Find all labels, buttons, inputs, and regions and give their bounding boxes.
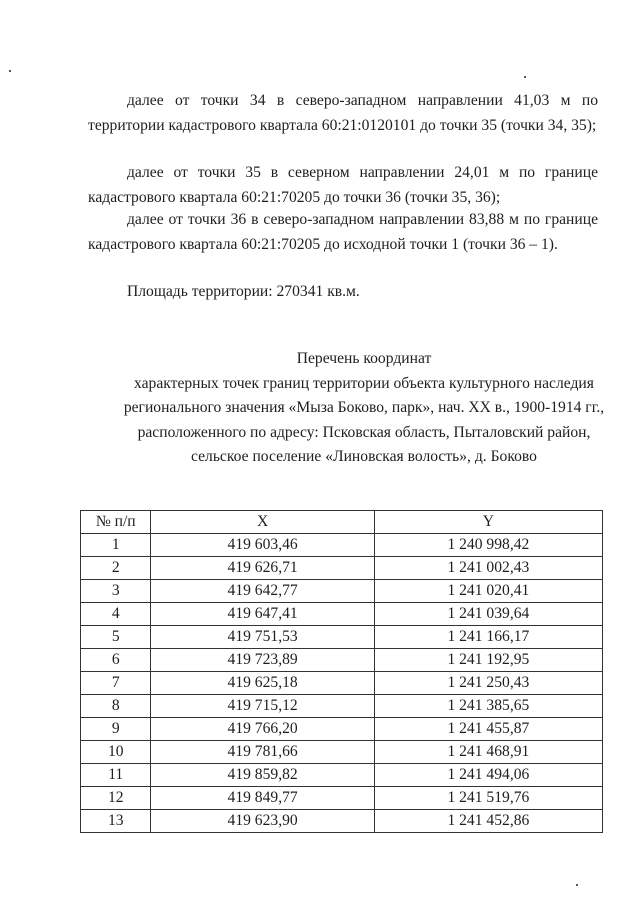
cell-y: 1 241 385,65 — [374, 695, 602, 718]
heading-line-2: характерных точек границ территории объекта культурного наследия — [134, 374, 594, 392]
table-row — [81, 534, 603, 557]
column-header-y: Y — [374, 511, 602, 534]
cell-y: 1 241 468,91 — [374, 741, 602, 764]
cell-x: 419 626,71 — [151, 557, 374, 580]
table-row — [81, 741, 603, 764]
cell-y: 1 241 002,43 — [374, 557, 602, 580]
coordinates-heading — [60, 347, 640, 470]
cell-number: 2 — [81, 557, 151, 580]
cell-number: 1 — [81, 534, 151, 557]
cell-x: 419 625,18 — [151, 672, 374, 695]
table-row — [81, 672, 603, 695]
cell-y: 1 241 452,86 — [374, 810, 602, 833]
scan-speck — [524, 76, 526, 78]
cell-x: 419 859,82 — [151, 764, 374, 787]
table-row — [81, 580, 603, 603]
cell-x: 419 623,90 — [151, 810, 374, 833]
column-header-x: X — [151, 511, 374, 534]
cell-number: 3 — [81, 580, 151, 603]
paragraph-area: Площадь территории: 270341 кв.м. — [127, 283, 360, 300]
cell-x: 419 603,46 — [151, 534, 374, 557]
table-row — [81, 695, 603, 718]
cell-x: 419 849,77 — [151, 787, 374, 810]
table-row — [81, 764, 603, 787]
cell-x: 419 751,53 — [151, 626, 374, 649]
cell-y: 1 241 166,17 — [374, 626, 602, 649]
scan-speck — [576, 884, 578, 886]
table-row — [81, 649, 603, 672]
table-row — [81, 557, 603, 580]
table-row — [81, 810, 603, 833]
cell-x: 419 715,12 — [151, 695, 374, 718]
cell-y: 1 241 494,06 — [374, 764, 602, 787]
column-header-number: № п/п — [81, 511, 151, 534]
cell-y: 1 241 455,87 — [374, 718, 602, 741]
scan-speck — [9, 70, 11, 72]
cell-number: 12 — [81, 787, 151, 810]
table-row — [81, 626, 603, 649]
paragraph-point-35: далее от точки 35 в северном направлении 24,01 м по границе кадастрового квартала 60:21:70205 до точки 36 (точки 35, 36); — [88, 164, 598, 206]
cell-y: 1 241 250,43 — [374, 672, 602, 695]
cell-number: 8 — [81, 695, 151, 718]
cell-x: 419 723,89 — [151, 649, 374, 672]
paragraph-point-34: далее от точки 34 в северо-западном направлении 41,03 м по территории кадастрового квартала 60:21:0120101 до точки 35 (точки 34, 35); — [88, 92, 598, 134]
coordinates-table — [80, 510, 603, 833]
cell-number: 9 — [81, 718, 151, 741]
table-row — [81, 603, 603, 626]
heading-line-4: расположенного по адресу: Псковская область, Пыталовский район, — [137, 423, 591, 441]
cell-number: 13 — [81, 810, 151, 833]
table-row — [81, 787, 603, 810]
heading-line-3: регионального значения «Мыза Боково, парк», нач. XX в., 1900-1914 гг., — [123, 399, 605, 416]
table-row — [81, 718, 603, 741]
heading-line-5: сельское поселение «Линовская волость», д. Боково — [191, 448, 537, 465]
paragraph-point-36: далее от точки 36 в северо-западном направлении 83,88 м по границе кадастрового квартала 60:21:70205 до исходной точки 1 (точки 36 – 1). — [88, 211, 598, 253]
table-header-row — [81, 511, 603, 534]
cell-x: 419 781,66 — [151, 741, 374, 764]
cell-number: 11 — [81, 764, 151, 787]
cell-number: 5 — [81, 626, 151, 649]
cell-number: 4 — [81, 603, 151, 626]
cell-x: 419 647,41 — [151, 603, 374, 626]
cell-number: 7 — [81, 672, 151, 695]
cell-x: 419 766,20 — [151, 718, 374, 741]
table-body — [81, 534, 603, 833]
cell-y: 1 240 998,42 — [374, 534, 602, 557]
cell-y: 1 241 020,41 — [374, 580, 602, 603]
heading-line-1: Перечень координат — [296, 350, 432, 367]
cell-x: 419 642,77 — [151, 580, 374, 603]
cell-number: 6 — [81, 649, 151, 672]
cell-y: 1 241 039,64 — [374, 603, 602, 626]
cell-y: 1 241 192,95 — [374, 649, 602, 672]
cell-y: 1 241 519,76 — [374, 787, 602, 810]
cell-number: 10 — [81, 741, 151, 764]
